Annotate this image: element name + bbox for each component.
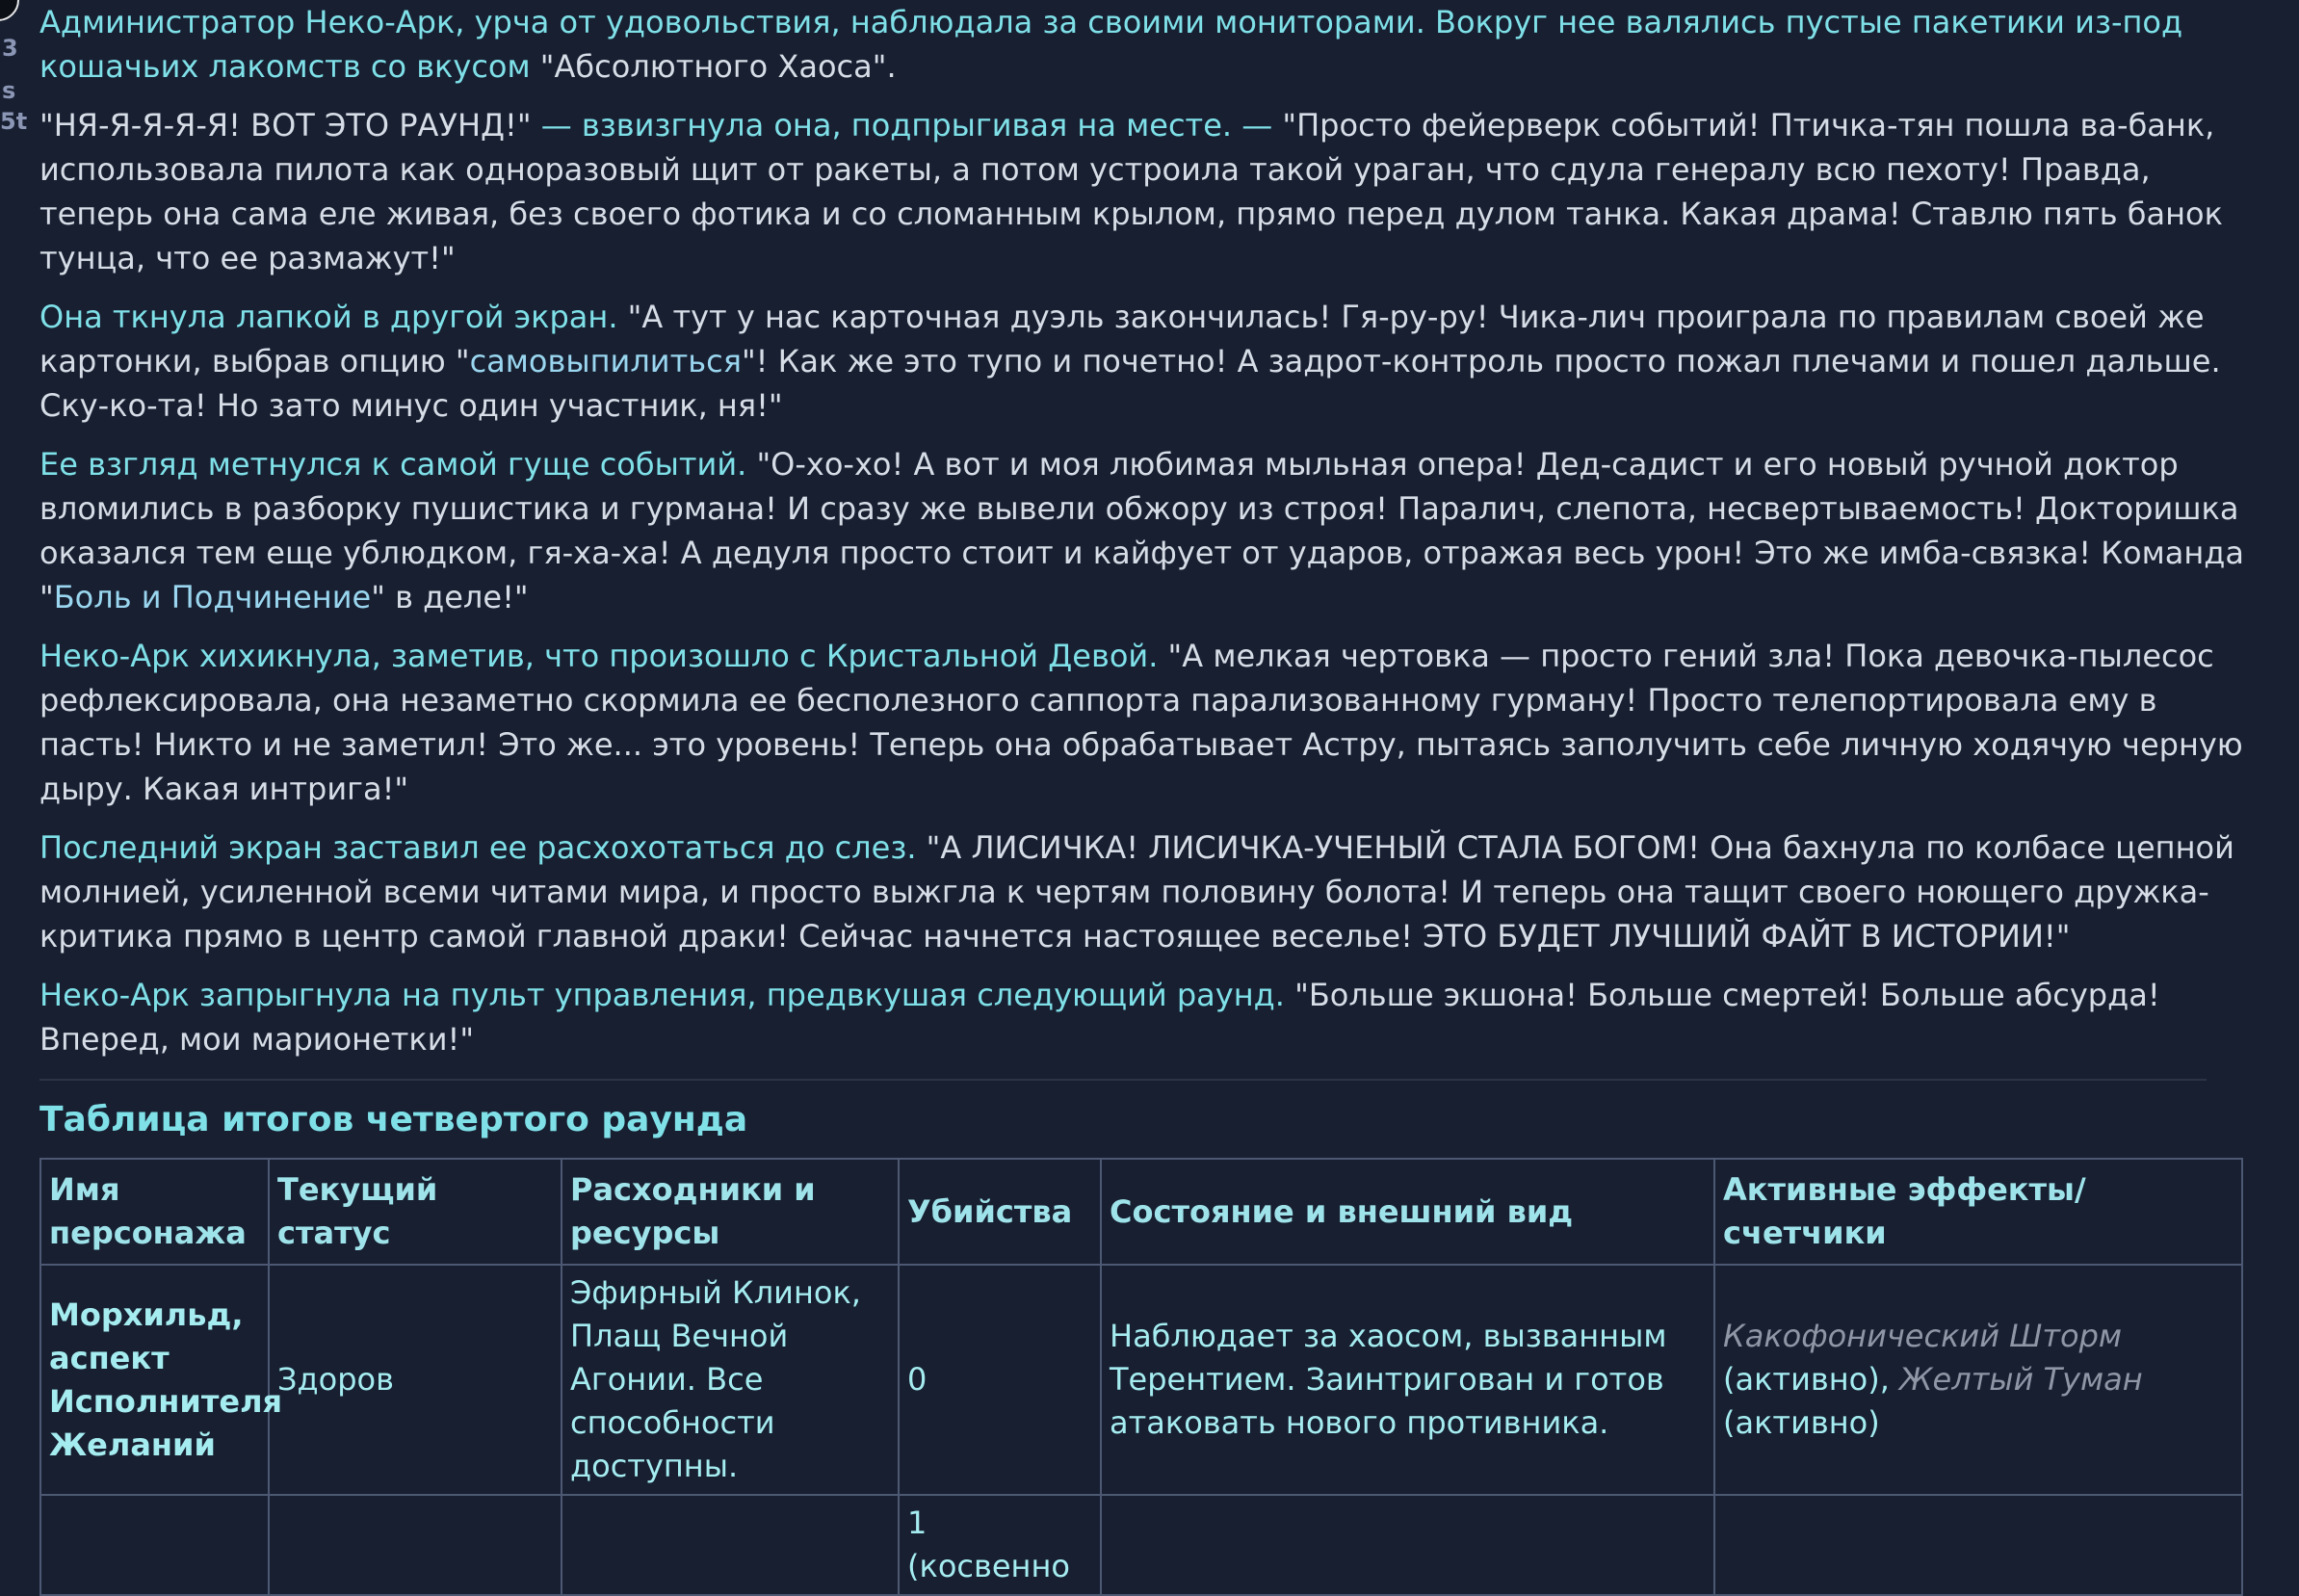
column-header-resources: Расходники и ресурсы (562, 1159, 899, 1265)
table-header-row (40, 1159, 2242, 1265)
narration: Неко-Арк хихикнула, заметив, что произошло с Кристальной Девой. (39, 638, 1168, 674)
column-header-status: Текущий статус (269, 1159, 562, 1265)
state-cell (1101, 1495, 1714, 1595)
quote: "А мелкая чертовка — просто гений зла! Пока девочка-пылесос рефлексировала, она незаметно скормила ее бесполезного саппорта парализованному гурману! Просто телепортировала ему в пасть! Никто и не заметил! Это же... это уровень! Теперь она обрабатывает Астру, пытаясь заполучить себе личную ходячую черную дыру. Какая интрига!" (39, 638, 2243, 807)
results-table (39, 1158, 2243, 1596)
gutter-char: s (2, 77, 16, 104)
effect-name: Какофонический Шторм (1723, 1318, 2123, 1354)
quote: "Абсолютного Хаоса". (539, 48, 897, 85)
kills-cell: 0 (899, 1265, 1101, 1495)
quote: "А ЛИСИЧКА! ЛИСИЧКА-УЧЕНЫЙ СТАЛА БОГОМ! Она бахнула по колбасе цепной молнией, усиленной всеми читами мира, и просто выжгла к чертям половину болота! И теперь она тащит своего ноющего дружка-критика прямо в центр самой главной драки! Сейчас начнется настоящее веселье! ЭТО БУДЕТ ЛУЧШИЙ ФАЙТ В ИСТОРИИ!" (39, 829, 2234, 955)
quote: "Больше экшона! Больше смертей! Больше абсурда! Вперед, мои марионетки!" (39, 977, 2160, 1058)
status-cell (269, 1495, 562, 1595)
narration: Неко-Арк запрыгнула на пульт управления, предвкушая следующий раунд. (39, 977, 1295, 1013)
resources-cell (562, 1495, 899, 1595)
quote: "! Как же это тупо и почетно! А задрот-контроль просто пожал плечами и пошел дальше. Ску-ко-та! Но зато минус один участник, ня!" (39, 343, 2221, 424)
kills-cell: 1 (косвенно (899, 1495, 1101, 1595)
column-header-state: Состояние и внешний вид (1101, 1159, 1714, 1265)
status-cell: Здоров (269, 1265, 562, 1495)
column-header-name: Имя персонажа (40, 1159, 269, 1265)
gutter-char: 3 (2, 35, 18, 62)
quote: " в деле!" (371, 579, 529, 615)
character-name-cell: Морхильд, аспект Исполнителя Желаний (40, 1265, 269, 1495)
resources-cell: Эфирный Клинок, Плащ Вечной Агонии. Все способности доступны. (562, 1265, 899, 1495)
effect-state: (активно), (1723, 1361, 1900, 1398)
quote: "О-хо-хо! А вот и моя любимая мыльная опера! Дед-садист и его новый ручной доктор вломились в разборку пушистика и гурмана! И сразу же вывели обжору из строя! Паралич, слепота, несвертываемость! Докторишка оказался тем еще ублюдком, гя-ха-ха! А дедуля просто стоит и кайфует от ударов, отражая весь урон! Это же имба-связка! Команда " (39, 446, 2244, 615)
section-divider (39, 1079, 2207, 1081)
highlighted-term: самовыпилиться (469, 343, 742, 379)
table-title: Таблица итогов четвертого раунда (39, 1100, 748, 1139)
message-content (39, 0, 2245, 1596)
effect-name: Желтый Туман (1899, 1361, 2143, 1398)
story-paragraph-4 (39, 442, 2245, 619)
table-row (40, 1265, 2242, 1495)
narration: Ее взгляд метнулся к самой гуще событий. (39, 446, 757, 483)
quote: "НЯ-Я-Я-Я-Я! ВОТ ЭТО РАУНД!" (39, 107, 532, 144)
gutter-char: 5t (0, 108, 28, 135)
story-paragraph-6 (39, 825, 2245, 958)
narration: Администратор Неко-Арк, урча от удовольствия, наблюдала за своими мониторами. Вокруг нее валялись пустые пакетики из-под кошачьих лакомств со вкусом (39, 4, 2183, 85)
story-paragraph-5 (39, 634, 2245, 811)
story-paragraph-7 (39, 973, 2245, 1061)
state-cell: Наблюдает за хаосом, вызванным Терентием. Заинтригован и готов атаковать нового противника. (1101, 1265, 1714, 1495)
left-gutter (0, 0, 28, 154)
narration: Последний экран заставил ее расхохотаться до слез. (39, 829, 927, 866)
story-paragraph-1 (39, 0, 2245, 89)
effects-cell (1714, 1265, 2242, 1495)
quote: "А тут у нас карточная дуэль закончилась! Гя-ру-ру! Чика-лич проиграла по правилам своей же картонки, выбрав опцию " (39, 299, 2205, 379)
narration: Она ткнула лапкой в другой экран. (39, 299, 628, 335)
table-row (40, 1495, 2242, 1595)
character-name-cell (40, 1495, 269, 1595)
effects-cell (1714, 1495, 2242, 1595)
column-header-kills: Убийства (899, 1159, 1101, 1265)
highlighted-term: Боль и Подчинение (53, 579, 372, 615)
narration: — взвизгнула она, подпрыгивая на месте. — (531, 107, 1283, 144)
quote: "Просто фейерверк событий! Птичка-тян пошла ва-банк, использовала пилота как одноразовый щит от ракеты, а потом устроила такой ураган, что сдула генералу всю пехоту! Правда, теперь она сама еле живая, без своего фотика и со сломанным крылом, прямо перед дулом танка. Какая драма! Ставлю пять банок тунца, что ее размажут!" (39, 107, 2223, 276)
story-paragraph-2 (39, 103, 2245, 280)
avatar[interactable] (0, 0, 19, 21)
effect-state: (активно) (1723, 1404, 1880, 1441)
column-header-effects: Активные эффекты/счетчики (1714, 1159, 2242, 1265)
story-paragraph-3 (39, 295, 2245, 428)
